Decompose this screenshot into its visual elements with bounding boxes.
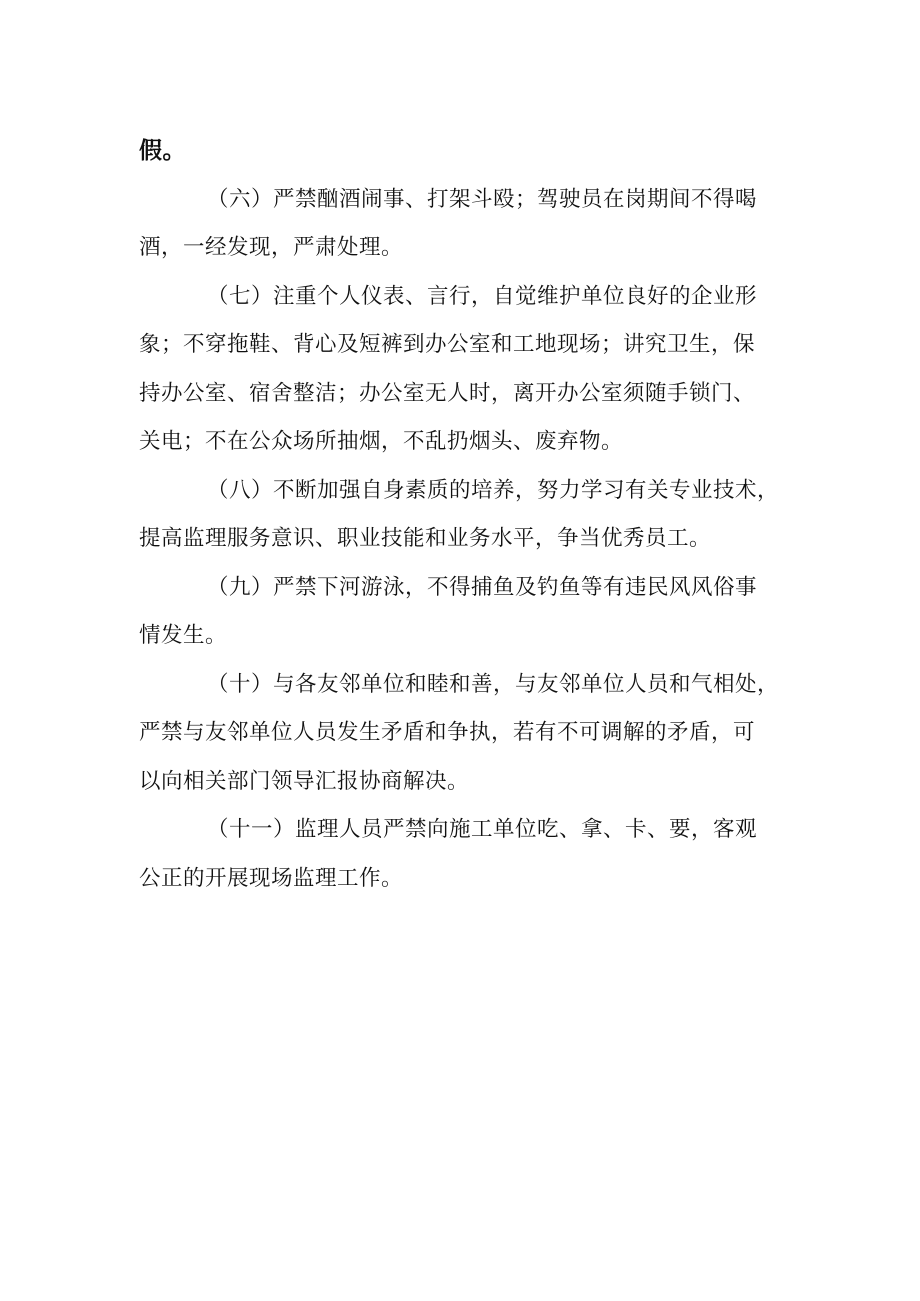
document-body	[139, 127, 799, 903]
text-line-item-6-start: （六）严禁酗酒闹事、打架斗殴；驾驶员在岗期间不得喝	[207, 186, 758, 212]
text-line-item-9-start: （九）严禁下河游泳，不得捕鱼及钓鱼等有违民风风俗事	[207, 574, 758, 600]
text-line-item-10-cont-1: 严禁与友邻单位人员发生矛盾和争执，若有不可调解的矛盾，可	[139, 720, 756, 745]
text-line-item-11-cont: 公正的开展现场监理工作。	[139, 865, 404, 891]
text-line-item-8-cont: 提高监理服务意识、职业技能和业务水平，争当优秀员工。	[139, 526, 712, 551]
text-line-item-7-cont-3: 关电；不在公众场所抽烟，不乱扔烟头、废弃物。	[139, 429, 624, 454]
text-line-item-8-start: （八）不断加强自身素质的培养，努力学习有关专业技术，	[207, 477, 780, 503]
text-line-item-11-start: （十一）监理人员严禁向施工单位吃、拿、卡、要，客观	[207, 817, 758, 842]
text-line-item-7-start: （七）注重个人仪表、言行，自觉维护单位良好的企业形	[207, 283, 758, 309]
text-line-item-9-cont: 情发生。	[139, 623, 228, 648]
text-line-continuation: 假。	[139, 137, 186, 164]
text-line-item-10-start: （十）与各友邻单位和睦和善，与友邻单位人员和气相处，	[207, 671, 780, 697]
text-line-item-10-cont-2: 以向相关部门领导汇报协商解决。	[139, 768, 470, 794]
text-line-item-7-cont-1: 象；不穿拖鞋、背心及短裤到办公室和工地现场；讲究卫生，保	[139, 332, 756, 357]
text-line-item-6-cont: 酒，一经发现，严肃处理。	[139, 235, 404, 260]
text-line-item-7-cont-2: 持办公室、宿舍整洁；办公室无人时，离开办公室须随手锁门、	[139, 380, 756, 406]
